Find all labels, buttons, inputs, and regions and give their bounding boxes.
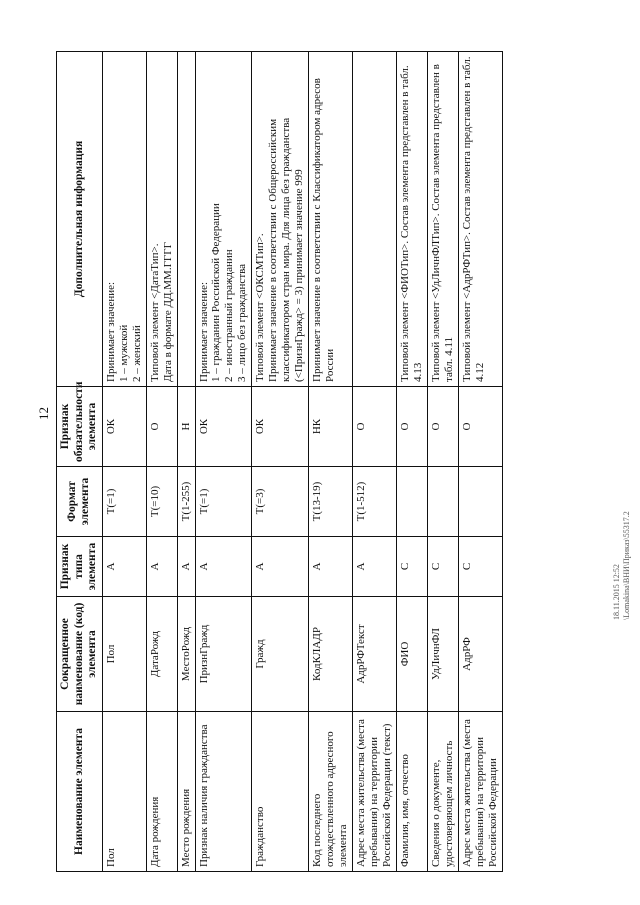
cell-type: А <box>102 537 146 597</box>
header-format: Формат элемента <box>57 467 103 537</box>
cell-name: Дата рождения <box>146 712 177 872</box>
info-line: Типовой элемент <ФИОТип>. Состав элемента представлен в табл. 4.13 <box>399 65 425 382</box>
elements-table <box>56 51 503 872</box>
cell-name: Место рождения <box>177 712 195 872</box>
cell-required: О <box>353 387 397 467</box>
info-line: Типовой элемент <ОКСМТип>. <box>254 233 267 382</box>
cell-info <box>397 52 428 387</box>
cell-code: КодКЛАДР <box>309 597 353 712</box>
cell-required: О <box>428 387 459 467</box>
cell-required: НК <box>309 387 353 467</box>
cell-required: ОК <box>252 387 309 467</box>
header-required: Признак обязательности элемента <box>57 387 103 467</box>
header-info: Дополнительная информация <box>57 52 103 387</box>
cell-name: Адрес места жительства (места пребывания) на территории Российской Федерации <box>458 712 502 872</box>
cell-code: АдрРФТекст <box>353 597 397 712</box>
cell-info <box>252 52 309 387</box>
cell-info <box>458 52 502 387</box>
info-line: Типовой элемент <УдЛичнФЛТип>. Состав элемента представлен в табл. 4.11 <box>430 64 455 382</box>
cell-format <box>428 467 459 537</box>
cell-name: Адрес места жительства (места пребывания) на территории Российской Федерации (текст) <box>353 712 397 872</box>
table-row <box>309 52 353 872</box>
cell-info <box>353 52 397 387</box>
cell-code: Пол <box>102 597 146 712</box>
table-row <box>195 52 252 872</box>
info-line: Типовой элемент <АдрРФТип>. Состав элемента представлен в табл. 4.12 <box>460 56 486 382</box>
header-type: Признак типа элемента <box>57 537 103 597</box>
cell-type: А <box>195 537 252 597</box>
header-code: Сокращенное наименование (код) элемента <box>57 597 103 712</box>
info-line: Принимает значение: <box>197 281 210 382</box>
cell-info <box>195 52 252 387</box>
cell-code: УдЛичнФЛ <box>428 597 459 712</box>
cell-format: T(=1) <box>195 467 252 537</box>
info-line: 1 – гражданин Российской Федерации <box>210 203 223 382</box>
info-line: Принимает значение: <box>104 281 117 382</box>
stamp-date: 18.11.2015 12:52 <box>612 564 621 620</box>
table-row <box>177 52 195 872</box>
cell-format: T(1-255) <box>177 467 195 537</box>
cell-code: ПризнГражд <box>195 597 252 712</box>
cell-info <box>102 52 146 387</box>
cell-format <box>397 467 428 537</box>
table-row <box>252 52 309 872</box>
table-row <box>397 52 428 872</box>
header-name: Наименование элемента <box>57 712 103 872</box>
table-header-row <box>57 52 103 872</box>
table-row <box>353 52 397 872</box>
cell-code: ДатаРожд <box>146 597 177 712</box>
cell-format: T(1-512) <box>353 467 397 537</box>
table-row <box>428 52 459 872</box>
stamp-path: \Lomakina\ВНИ\Приказ\55317.2 <box>621 511 631 620</box>
cell-info <box>146 52 177 387</box>
cell-required: О <box>458 387 502 467</box>
cell-type: А <box>309 537 353 597</box>
table-row <box>458 52 502 872</box>
cell-required: О <box>146 387 177 467</box>
info-line: 2 – иностранный гражданин <box>223 249 236 382</box>
cell-code: МестоРожд <box>177 597 195 712</box>
cell-type: А <box>177 537 195 597</box>
cell-name: Пол <box>102 712 146 872</box>
cell-format: T(=1) <box>102 467 146 537</box>
cell-type: А <box>252 537 309 597</box>
cell-format: T(=3) <box>252 467 309 537</box>
table-row <box>102 52 146 872</box>
cell-type: С <box>428 537 459 597</box>
cell-info <box>428 52 459 387</box>
cell-type: С <box>397 537 428 597</box>
cell-required: ОК <box>102 387 146 467</box>
cell-name: Гражданство <box>252 712 309 872</box>
table-row <box>146 52 177 872</box>
page-number: 12 <box>36 407 51 420</box>
cell-type: С <box>458 537 502 597</box>
cell-required: ОК <box>195 387 252 467</box>
cell-required: О <box>397 387 428 467</box>
cell-name: Код последнего отождествленного адресного элемента <box>309 712 353 872</box>
info-line: Типовой элемент <ДатаТип>. <box>148 243 161 382</box>
info-line: 1 – мужской <box>117 324 130 382</box>
cell-code: Гражд <box>252 597 309 712</box>
cell-code: ФИО <box>397 597 428 712</box>
cell-info <box>177 52 195 387</box>
cell-code: АдрРФ <box>458 597 502 712</box>
print-stamp <box>612 511 631 620</box>
cell-format <box>458 467 502 537</box>
info-line: 3 – лицо без гражданства <box>236 263 249 382</box>
info-line: Принимает значение в соответствии с Классификатором адресов России <box>311 78 337 382</box>
cell-format: T(13-19) <box>309 467 353 537</box>
cell-info <box>309 52 353 387</box>
cell-type: А <box>353 537 397 597</box>
cell-name: Сведения о документе, удостоверяющем личность <box>428 712 459 872</box>
info-line: Принимает значение в соответствии с Общероссийским классификатором стран мира. Для лица без гражданства (<ПризнГражд> = 3) принимает значение 999 <box>267 117 306 382</box>
info-line: 2 – женский <box>130 325 143 382</box>
info-line: Дата в формате ДД.ММ.ГГГГ <box>161 241 174 382</box>
cell-name: Фамилия, имя, отчество <box>397 712 428 872</box>
cell-name: Признак наличия гражданства <box>195 712 252 872</box>
cell-type: А <box>146 537 177 597</box>
cell-required: Н <box>177 387 195 467</box>
rotated-table-container <box>56 52 503 872</box>
cell-format: T(=10) <box>146 467 177 537</box>
